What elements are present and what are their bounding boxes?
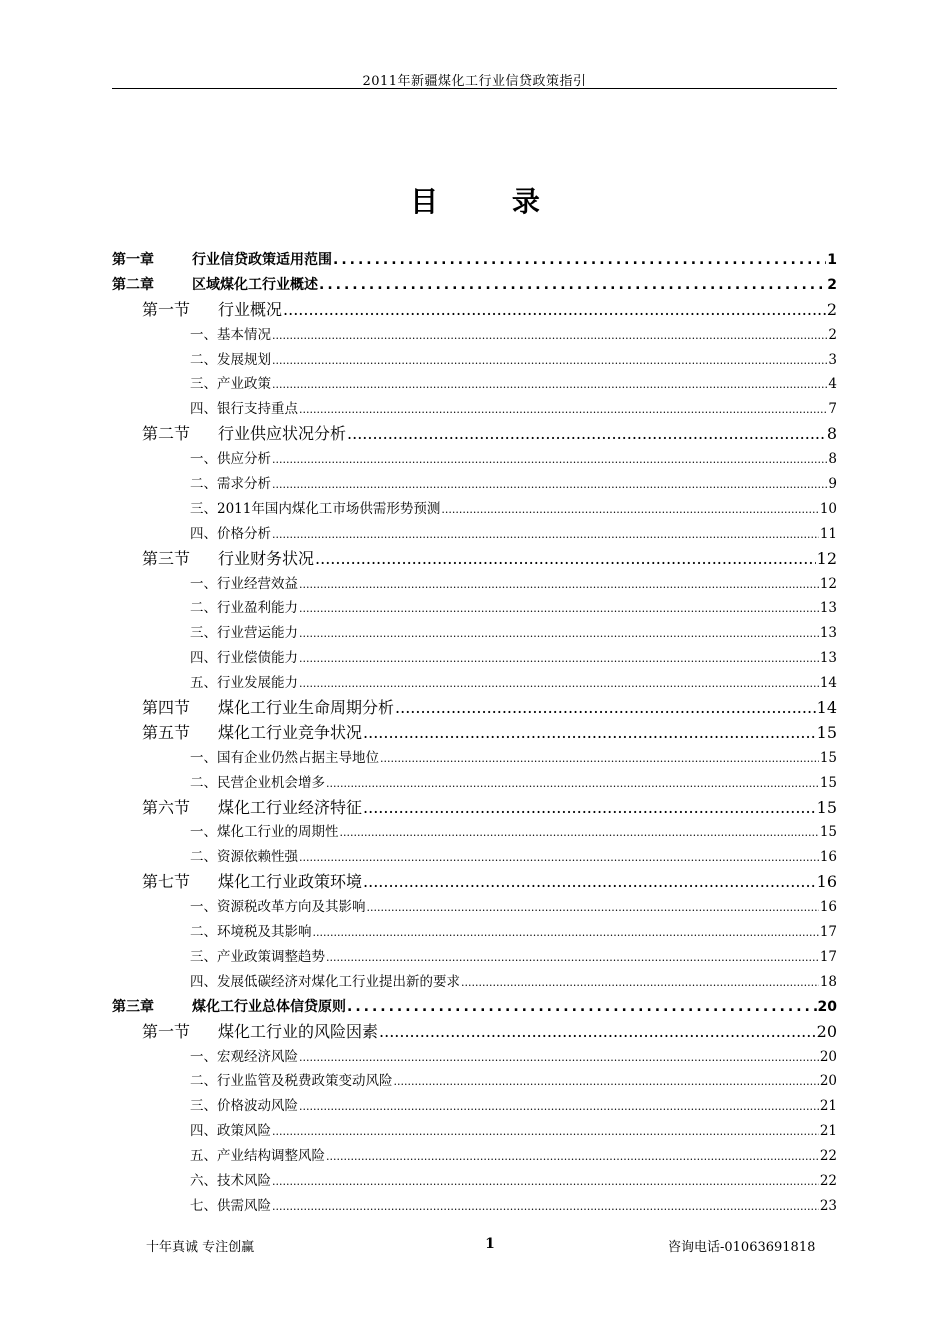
toc-entry-page: 20	[816, 1021, 837, 1041]
toc-entry[interactable]	[112, 1144, 837, 1169]
toc-entry-page: 15	[819, 774, 837, 791]
toc-entry-text: 区域煤化工行业概述	[192, 276, 318, 293]
toc-entry-label	[190, 397, 298, 422]
dot-leader	[380, 746, 819, 772]
dot-leader	[299, 646, 819, 672]
toc-entry[interactable]	[112, 1094, 837, 1119]
toc-entry-label	[190, 1069, 393, 1094]
toc-entry-page: 21	[819, 1098, 837, 1115]
toc-entry-text: 五、产业结构调整风险	[190, 1148, 325, 1165]
toc-entry-page: 20	[819, 1073, 837, 1090]
toc-entry-label	[142, 1020, 378, 1045]
toc-entry[interactable]	[112, 945, 837, 970]
toc-entry-label	[190, 771, 325, 796]
toc-entry-text: 煤化工行业生命周期分析	[218, 698, 395, 718]
toc-entry-page: 22	[819, 1172, 837, 1189]
toc-entry-label	[142, 696, 394, 721]
dot-leader	[272, 1169, 819, 1195]
toc-entry[interactable]	[112, 646, 837, 671]
toc-entry-page: 12	[816, 548, 837, 568]
toc-entry-number: 第七节	[142, 872, 191, 892]
dot-leader	[394, 1069, 819, 1095]
toc-entry-label	[190, 671, 298, 696]
toc-entry-label	[142, 422, 346, 447]
toc-entry-text: 二、民营企业机会增多	[190, 774, 325, 791]
toc-entry[interactable]	[112, 696, 837, 721]
dot-leader	[326, 1144, 819, 1170]
toc-entry-page: 2	[826, 299, 837, 319]
toc-entry-text: 四、发展低碳经济对煤化工行业提出新的要求	[190, 973, 460, 990]
toc-entry-number: 第六节	[142, 797, 191, 817]
dot-leader	[299, 621, 819, 647]
toc-entry-text: 二、需求分析	[190, 476, 271, 493]
toc-entry-label	[142, 870, 362, 895]
toc-entry[interactable]	[112, 721, 837, 746]
toc-entry[interactable]	[112, 621, 837, 646]
toc-entry-page: 18	[819, 973, 837, 990]
toc-entry[interactable]	[112, 348, 837, 373]
toc-entry-page: 14	[819, 675, 837, 692]
footer-slogan: 十年真诚 专注创赢	[146, 1240, 255, 1255]
toc-entry-label	[190, 472, 271, 497]
toc-entry-text: 二、资源依赖性强	[190, 849, 298, 866]
toc-entry[interactable]	[112, 447, 837, 472]
toc-entry-label	[142, 721, 362, 746]
toc-entry[interactable]	[112, 746, 837, 771]
dot-leader	[363, 721, 816, 746]
toc-entry-number: 第二章	[112, 276, 154, 293]
toc-entry-page: 3	[828, 351, 837, 368]
toc-entry-text: 二、行业盈利能力	[190, 600, 298, 617]
toc-entry-text: 煤化工行业政策环境	[218, 872, 363, 892]
toc-entry-label	[190, 522, 271, 547]
toc-entry-text: 四、政策风险	[190, 1123, 271, 1140]
dot-leader	[313, 920, 819, 946]
toc-entry-text: 二、行业监管及税费政策变动风险	[190, 1073, 393, 1090]
toc-entry[interactable]	[112, 323, 837, 348]
toc-entry-number: 第一节	[142, 1021, 191, 1041]
toc-entry-page: 13	[819, 600, 837, 617]
toc-entry[interactable]	[112, 671, 837, 696]
toc-entry-text: 三、产业政策调整趋势	[190, 948, 325, 965]
toc-entry-text: 煤化工行业经济特征	[218, 797, 363, 817]
toc-entry[interactable]	[112, 497, 837, 522]
toc-entry[interactable]	[112, 1194, 837, 1219]
toc-entry[interactable]	[112, 1069, 837, 1094]
toc-entry-text: 七、供需风险	[190, 1197, 271, 1214]
toc-entry-label	[190, 447, 271, 472]
toc-entry-text: 行业信贷政策适用范围	[192, 252, 332, 268]
toc-entry[interactable]	[112, 298, 837, 323]
dot-leader	[395, 696, 816, 721]
toc-entry[interactable]	[112, 572, 837, 597]
toc-entry-text: 煤化工行业总体信贷原则	[192, 998, 346, 1015]
dot-leader	[363, 796, 816, 821]
toc-entry-number: 第三章	[112, 998, 154, 1015]
toc-entry-page: 15	[819, 749, 837, 766]
toc-entry-label	[142, 547, 314, 572]
toc-entry-text: 煤化工行业竞争状况	[218, 722, 363, 742]
toc-entry-number: 第五节	[142, 722, 191, 742]
dot-leader	[272, 447, 827, 473]
toc-entry-label	[190, 970, 460, 995]
toc-entry-page: 7	[828, 401, 837, 418]
toc-entry-page: 12	[819, 575, 837, 592]
toc-entry[interactable]	[112, 522, 837, 547]
toc-entry-page: 13	[819, 625, 837, 642]
toc-entry-number: 第二节	[142, 424, 191, 444]
toc-entry-text: 一、资源税改革方向及其影响	[190, 899, 366, 916]
toc-entry-text: 一、基本情况	[190, 326, 271, 343]
dot-leader	[333, 248, 826, 273]
toc-entry-page: 17	[819, 924, 837, 941]
toc-entry-page: 13	[819, 650, 837, 667]
toc-entry-text: 三、行业营运能力	[190, 625, 298, 642]
dot-leader	[340, 820, 819, 846]
toc-entry[interactable]	[112, 820, 837, 845]
dot-leader	[299, 1045, 819, 1071]
toc-entry-label	[190, 820, 339, 845]
dot-leader	[272, 323, 827, 349]
toc-entry-page: 16	[819, 899, 837, 916]
dot-leader	[272, 348, 827, 374]
dot-leader	[272, 1119, 819, 1145]
toc-entry[interactable]	[112, 845, 837, 870]
toc-entry-label	[190, 845, 298, 870]
toc-entry-label	[190, 1194, 271, 1219]
dot-leader	[299, 845, 819, 871]
toc-entry[interactable]	[112, 248, 837, 273]
page-title: 目 录	[410, 185, 572, 218]
toc-entry-label	[190, 1169, 271, 1194]
dot-leader	[326, 771, 819, 797]
toc-entry-label	[190, 323, 271, 348]
toc-entry-label	[190, 945, 325, 970]
toc-entry-label	[190, 621, 298, 646]
dot-leader	[299, 572, 819, 598]
toc-entry-page: 9	[828, 476, 837, 493]
toc-entry-page: 15	[819, 824, 837, 841]
toc-entry-page: 10	[819, 500, 837, 517]
toc-entry-label	[112, 995, 346, 1020]
toc-entry-page: 20	[819, 1048, 837, 1065]
table-of-contents	[112, 248, 837, 1219]
dot-leader	[461, 970, 819, 996]
toc-entry[interactable]	[112, 920, 837, 945]
toc-entry-text: 二、环境税及其影响	[190, 924, 312, 941]
dot-leader	[272, 472, 827, 498]
toc-entry-label	[190, 1094, 298, 1119]
toc-entry-page: 23	[819, 1197, 837, 1214]
toc-entry-page: 14	[816, 698, 837, 718]
dot-leader	[347, 422, 826, 447]
toc-entry-text: 三、价格波动风险	[190, 1098, 298, 1115]
toc-entry[interactable]	[112, 1169, 837, 1194]
toc-entry-text: 一、煤化工行业的周期性	[190, 824, 339, 841]
toc-entry-page: 2	[827, 276, 837, 293]
page-number: 1	[485, 1236, 495, 1252]
toc-entry-page: 17	[819, 948, 837, 965]
dot-leader	[319, 273, 826, 298]
toc-entry[interactable]	[112, 472, 837, 497]
toc-entry-page: 4	[828, 376, 837, 393]
toc-entry-page: 22	[819, 1148, 837, 1165]
dot-leader	[315, 547, 816, 572]
header-rule	[112, 88, 837, 89]
toc-entry[interactable]	[112, 1045, 837, 1070]
dot-leader	[272, 1194, 819, 1220]
dot-leader	[299, 671, 819, 697]
toc-entry-text: 行业概况	[218, 299, 283, 319]
toc-entry-number: 第一章	[112, 252, 154, 268]
toc-entry-page: 2	[828, 326, 837, 343]
toc-entry-number: 第一节	[142, 299, 191, 319]
toc-entry-page: 15	[816, 722, 837, 742]
toc-entry-page: 8	[826, 424, 837, 444]
toc-entry-number: 第四节	[142, 698, 191, 718]
toc-entry-text: 四、银行支持重点	[190, 401, 298, 418]
dot-leader	[326, 945, 819, 971]
toc-entry-label	[190, 1045, 298, 1070]
toc-entry-label	[190, 497, 440, 522]
toc-entry-text: 行业供应状况分析	[218, 424, 347, 444]
toc-entry-text: 三、2011年国内煤化工市场供需形势预测	[190, 500, 441, 517]
toc-entry-text: 一、行业经营效益	[190, 575, 298, 592]
toc-entry-label	[142, 796, 362, 821]
toc-entry-label	[190, 646, 298, 671]
toc-entry-page: 15	[816, 797, 837, 817]
dot-leader	[347, 995, 817, 1020]
toc-entry-page: 8	[828, 451, 837, 468]
toc-entry-text: 一、供应分析	[190, 451, 271, 468]
toc-entry[interactable]	[112, 372, 837, 397]
dot-leader	[272, 522, 819, 548]
toc-entry[interactable]	[112, 422, 837, 447]
toc-entry[interactable]	[112, 1020, 837, 1045]
toc-entry-label	[112, 273, 318, 298]
toc-entry-label	[190, 1119, 271, 1144]
toc-entry-label	[190, 348, 271, 373]
dot-leader	[367, 895, 819, 921]
footer-contact: 咨询电话-01063691818	[668, 1240, 816, 1255]
toc-entry-text: 四、行业偿债能力	[190, 650, 298, 667]
running-header: 2011年新疆煤化工行业信贷政策指引	[362, 74, 587, 89]
toc-entry-label	[190, 596, 298, 621]
dot-leader	[283, 298, 826, 323]
toc-entry-label	[190, 572, 298, 597]
toc-entry-text: 煤化工行业的风险因素	[218, 1021, 379, 1041]
toc-entry-page: 20	[817, 998, 837, 1015]
toc-entry-text: 六、技术风险	[190, 1172, 271, 1189]
toc-entry-text: 二、发展规划	[190, 351, 271, 368]
dot-leader	[363, 870, 816, 895]
dot-leader	[272, 372, 827, 398]
toc-entry[interactable]	[112, 970, 837, 995]
toc-entry[interactable]	[112, 1119, 837, 1144]
toc-entry-label	[190, 372, 271, 397]
toc-entry-label	[190, 746, 379, 771]
toc-entry[interactable]	[112, 895, 837, 920]
toc-entry[interactable]	[112, 547, 837, 572]
toc-entry-text: 行业财务状况	[218, 548, 315, 568]
toc-entry[interactable]	[112, 397, 837, 422]
toc-entry-page: 16	[816, 872, 837, 892]
toc-entry-label	[190, 920, 312, 945]
dot-leader	[299, 397, 827, 423]
toc-entry-label	[112, 248, 332, 273]
toc-entry-page: 16	[819, 849, 837, 866]
toc-entry-text: 一、宏观经济风险	[190, 1048, 298, 1065]
toc-entry-text: 一、国有企业仍然占据主导地位	[190, 749, 379, 766]
toc-entry[interactable]	[112, 771, 837, 796]
toc-entry-page: 11	[819, 525, 837, 542]
toc-entry[interactable]	[112, 596, 837, 621]
toc-entry[interactable]	[112, 995, 837, 1020]
toc-entry-page: 21	[819, 1123, 837, 1140]
toc-entry-number: 第三节	[142, 548, 191, 568]
dot-leader	[299, 1094, 819, 1120]
toc-entry[interactable]	[112, 870, 837, 895]
dot-leader	[379, 1020, 816, 1045]
dot-leader	[441, 497, 818, 523]
toc-entry[interactable]	[112, 273, 837, 298]
toc-entry-label	[142, 298, 282, 323]
toc-entry-text: 五、行业发展能力	[190, 675, 298, 692]
toc-entry-label	[190, 895, 366, 920]
toc-entry-label	[190, 1144, 325, 1169]
toc-entry-text: 三、产业政策	[190, 376, 271, 393]
toc-entry[interactable]	[112, 796, 837, 821]
dot-leader	[299, 596, 819, 622]
toc-entry-text: 四、价格分析	[190, 525, 271, 542]
toc-entry-page: 1	[827, 252, 837, 268]
